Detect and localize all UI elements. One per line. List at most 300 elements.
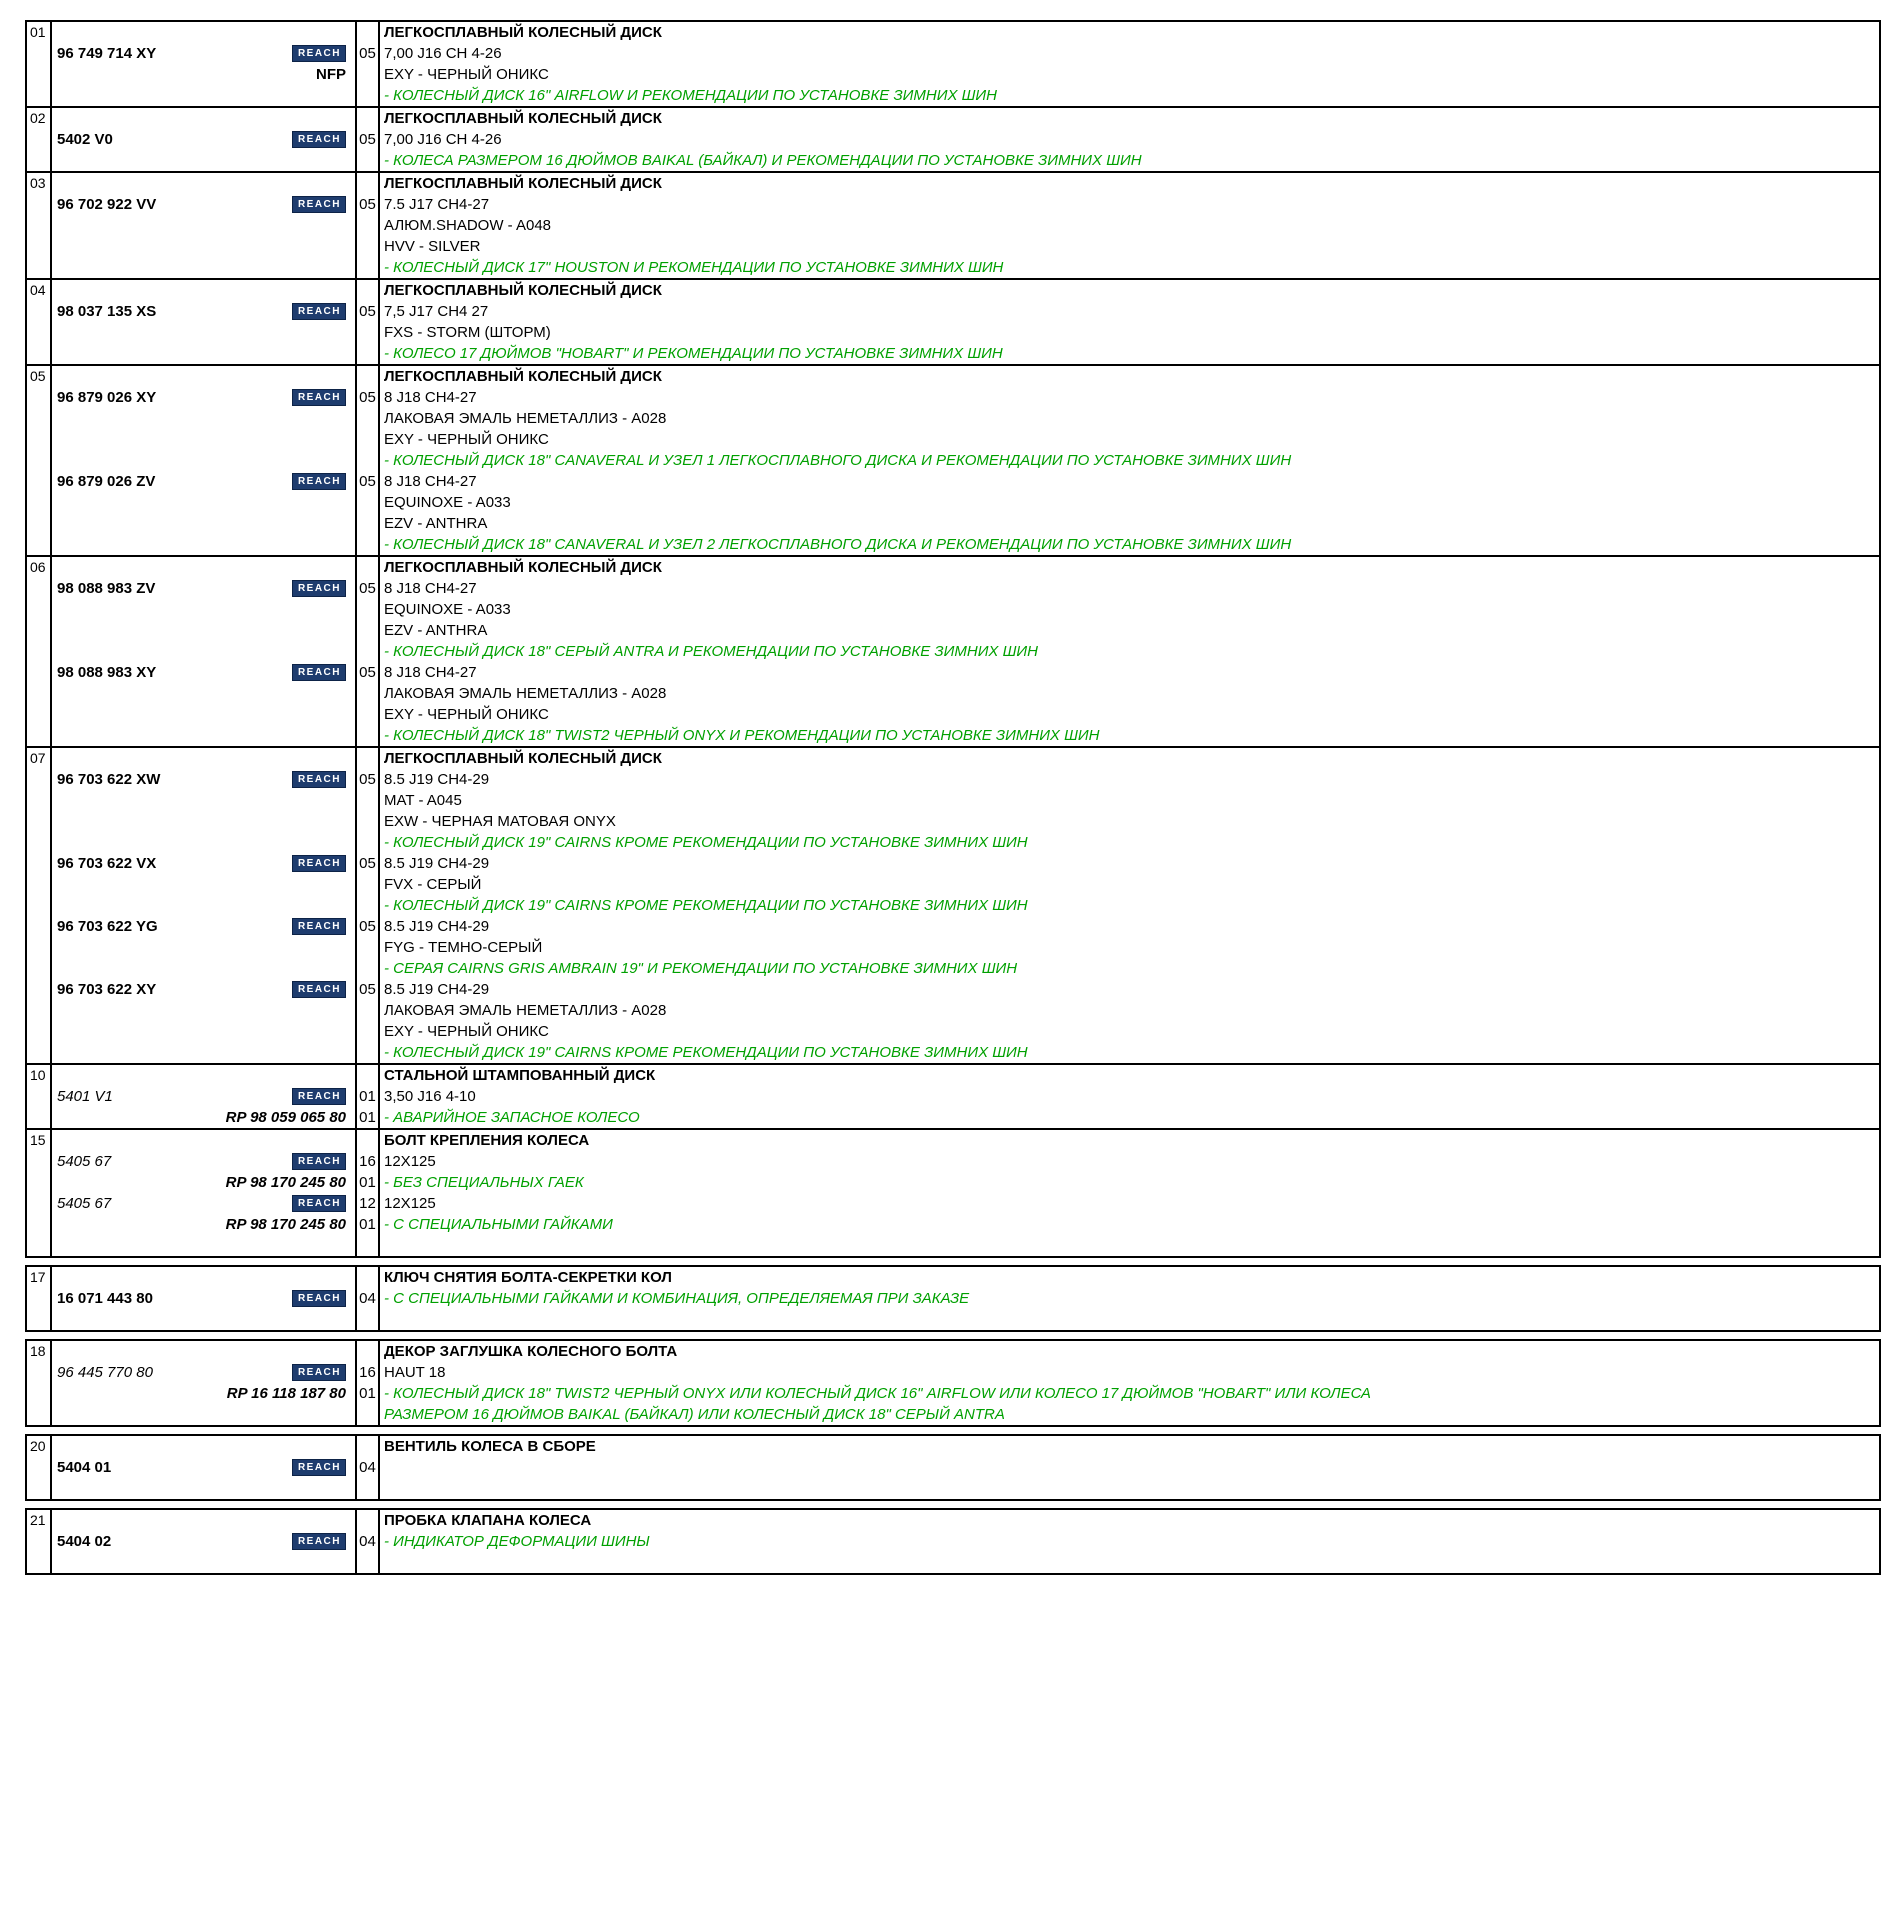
part-cell [50,513,357,534]
table-line [27,895,1879,916]
item-number: 20 [30,1438,46,1454]
quantity [357,1341,380,1362]
quantity [357,85,380,106]
table-line [27,1478,1879,1499]
parts-table-row [25,106,1881,173]
table-line [27,704,1879,725]
part-spec: EXY - ЧЕРНЫЙ ОНИКС [384,1023,549,1040]
reach-badge[interactable]: REACH [292,1088,346,1105]
table-line [27,557,1879,578]
part-spec: HAUT 18 [384,1364,446,1381]
parts-table-row [25,555,1881,748]
quantity [357,173,380,194]
table-line [27,1130,1879,1151]
table-line [27,471,1879,492]
part-note: - БЕЗ СПЕЦИАЛЬНЫХ ГАЕК [384,1174,584,1191]
part-cell [50,790,357,811]
item-number [27,534,50,555]
parts-table-row [25,1508,1881,1575]
reach-badge[interactable]: REACH [292,771,346,788]
part-number[interactable]: 5404 01 [57,1459,112,1476]
table-line [27,916,1879,937]
part-cell [50,895,357,916]
reach-badge[interactable]: REACH [292,1459,346,1476]
part-spec: 8.5 J19 CH4-29 [384,918,490,935]
item-number: 10 [30,1067,46,1083]
item-number [27,1235,50,1256]
part-number[interactable]: 96 703 622 VX [57,855,157,872]
part-cell [50,748,357,769]
quantity: 16 [357,1362,380,1383]
quantity [357,64,380,85]
table-line [27,1531,1879,1552]
part-cell [50,450,357,471]
reach-badge[interactable]: REACH [292,664,346,681]
part-cell [50,1172,357,1193]
quantity: 05 [357,662,380,683]
item-number: 04 [30,282,46,298]
table-line [27,301,1879,322]
part-cell [50,832,357,853]
part-description-title: ЛЕГКОСПЛАВНЫЙ КОЛЕСНЫЙ ДИСК [384,750,662,767]
part-cell [50,1383,357,1404]
part-cell [50,683,357,704]
part-cell [50,1510,357,1531]
table-line [27,173,1879,194]
replacement-part-number[interactable]: RP 98 170 245 80 [225,1216,346,1233]
part-note: - КОЛЕСНЫЙ ДИСК 19" CAIRNS КРОМЕ РЕКОМЕНДАЦИИ ПО УСТАНОВКЕ ЗИМНИХ ШИН [384,1044,1028,1061]
table-line [27,22,1879,43]
part-spec: EXW - ЧЕРНАЯ МАТОВАЯ ONYX [384,813,616,830]
reach-badge[interactable]: REACH [292,580,346,597]
part-cell [50,408,357,429]
item-number [27,1552,50,1573]
item-number [27,641,50,662]
part-number[interactable]: 96 445 770 80 [57,1364,153,1381]
quantity [357,1478,380,1499]
table-line [27,832,1879,853]
part-number[interactable]: 96 703 622 XW [57,771,161,788]
part-cell [50,979,357,1000]
quantity [357,22,380,43]
part-cell [50,492,357,513]
part-spec: 3,50 J16 4-10 [384,1088,476,1105]
item-number [27,790,50,811]
item-number [27,599,50,620]
part-cell [50,1214,357,1235]
reach-badge[interactable]: REACH [292,1153,346,1170]
part-number[interactable]: 5401 V1 [57,1088,113,1105]
part-cell [50,704,357,725]
table-line [27,194,1879,215]
quantity [357,704,380,725]
table-line [27,129,1879,150]
parts-table-row [25,1339,1881,1427]
quantity [357,513,380,534]
part-number[interactable]: 96 879 026 XY [57,389,157,406]
part-cell [50,1341,357,1362]
part-cell [50,1457,357,1478]
part-spec: 8 J18 CH4-27 [384,580,477,597]
table-line [27,641,1879,662]
part-note: - КОЛЕСНЫЙ ДИСК 17" HOUSTON И РЕКОМЕНДАЦИИ ПО УСТАНОВКЕ ЗИМНИХ ШИН [384,259,1004,276]
item-number [27,1531,50,1552]
reach-badge[interactable]: REACH [292,131,346,148]
table-line [27,85,1879,106]
table-line [27,1086,1879,1107]
part-cell [50,958,357,979]
part-number[interactable]: 5404 02 [57,1533,112,1550]
table-line [27,408,1879,429]
part-note: - КОЛЕСО 17 ДЮЙМОВ "HOBART" И РЕКОМЕНДАЦИИ ПО УСТАНОВКЕ ЗИМНИХ ШИН [384,345,1003,362]
reach-badge[interactable]: REACH [292,1364,346,1381]
reach-badge[interactable]: REACH [292,389,346,406]
quantity: 05 [357,578,380,599]
quantity [357,1404,380,1425]
quantity: 01 [357,1086,380,1107]
quantity: 05 [357,979,380,1000]
item-number [27,194,50,215]
reach-badge[interactable]: REACH [292,1533,346,1550]
item-number [27,769,50,790]
item-number [27,832,50,853]
table-line [27,1383,1879,1404]
quantity [357,832,380,853]
reach-badge[interactable]: REACH [292,1195,346,1212]
item-number [27,43,50,64]
item-number [27,1107,50,1128]
part-spec: MAT - A045 [384,792,462,809]
quantity: 16 [357,1151,380,1172]
part-cell [50,1362,357,1383]
part-cell [50,322,357,343]
part-number[interactable]: 96 879 026 ZV [57,473,156,490]
item-number [27,236,50,257]
part-spec: HVV - SILVER [384,238,481,255]
quantity [357,280,380,301]
quantity [357,1065,380,1086]
table-line [27,790,1879,811]
quantity [357,150,380,171]
quantity [357,450,380,471]
part-cell [50,1267,357,1288]
quantity: 05 [357,853,380,874]
table-line [27,1436,1879,1457]
quantity [357,725,380,746]
item-number [27,301,50,322]
part-cell [50,1193,357,1214]
part-spec: EXY - ЧЕРНЫЙ ОНИКС [384,431,549,448]
table-line [27,874,1879,895]
table-line [27,1552,1879,1573]
quantity [357,1042,380,1063]
part-number[interactable]: 98 037 135 XS [57,303,157,320]
table-line [27,1404,1879,1425]
reach-badge[interactable]: REACH [292,473,346,490]
item-number [27,322,50,343]
quantity [357,1309,380,1330]
part-cell [50,1552,357,1573]
part-spec: FVX - СЕРЫЙ [384,876,482,893]
part-number[interactable]: 5402 V0 [57,131,113,148]
part-spec: EXY - ЧЕРНЫЙ ОНИКС [384,66,549,83]
part-cell [50,937,357,958]
part-note: - КОЛЕСНЫЙ ДИСК 18" СЕРЫЙ ANTRA И РЕКОМЕНДАЦИИ ПО УСТАНОВКЕ ЗИМНИХ ШИН [384,643,1038,660]
quantity: 04 [357,1457,380,1478]
part-spec: 12X125 [384,1195,436,1212]
quantity [357,895,380,916]
item-number [27,1214,50,1235]
table-line [27,1510,1879,1531]
quantity [357,1021,380,1042]
replacement-part-number[interactable]: RP 98 170 245 80 [225,1174,346,1191]
part-cell [50,1235,357,1256]
part-spec: ЛАКОВАЯ ЭМАЛЬ НЕМЕТАЛЛИЗ - A028 [384,1002,667,1019]
replacement-part-number[interactable]: RP 98 059 065 80 [225,1109,346,1126]
part-cell [50,1000,357,1021]
part-description-title: ЛЕГКОСПЛАВНЫЙ КОЛЕСНЫЙ ДИСК [384,175,662,192]
part-note: - КОЛЕСНЫЙ ДИСК 19" CAIRNS КРОМЕ РЕКОМЕНДАЦИИ ПО УСТАНОВКЕ ЗИМНИХ ШИН [384,834,1028,851]
reach-badge[interactable]: REACH [292,855,346,872]
part-description-title: ЛЕГКОСПЛАВНЫЙ КОЛЕСНЫЙ ДИСК [384,24,662,41]
table-line [27,1309,1879,1330]
table-line [27,108,1879,129]
reach-badge[interactable]: REACH [292,45,346,62]
reach-badge[interactable]: REACH [292,981,346,998]
part-cell [50,1309,357,1330]
part-number[interactable]: 98 088 983 XY [57,664,157,681]
part-cell [50,1130,357,1151]
part-note: - С СПЕЦИАЛЬНЫМИ ГАЙКАМИ И КОМБИНАЦИЯ, ОПРЕДЕЛЯЕМАЯ ПРИ ЗАКАЗЕ [384,1290,970,1307]
table-line [27,1042,1879,1063]
part-note: - АВАРИЙНОЕ ЗАПАСНОЕ КОЛЕСО [384,1109,640,1126]
part-spec: 7,5 J17 CH4 27 [384,303,489,320]
table-line [27,725,1879,746]
quantity [357,1000,380,1021]
part-cell [50,64,357,85]
part-cell [50,343,357,364]
part-cell [50,236,357,257]
item-number [27,853,50,874]
quantity [357,492,380,513]
quantity [357,408,380,429]
part-spec: 7,00 J16 CH 4-26 [384,45,502,62]
part-cell [50,1021,357,1042]
item-number: 03 [30,175,46,191]
parts-table-row [25,746,1881,1065]
item-number [27,811,50,832]
quantity [357,641,380,662]
item-number [27,1151,50,1172]
part-spec: EZV - ANTHRA [384,622,488,639]
part-cell [50,641,357,662]
table-line [27,769,1879,790]
part-spec: EQUINOXE - A033 [384,601,511,618]
quantity: 05 [357,301,380,322]
item-number [27,492,50,513]
quantity [357,748,380,769]
part-number[interactable]: 96 749 714 XY [57,45,157,62]
table-line [27,257,1879,278]
item-number [27,387,50,408]
reach-badge[interactable]: REACH [292,196,346,213]
reach-badge[interactable]: REACH [292,1290,346,1307]
item-number [27,937,50,958]
part-spec: 12X125 [384,1153,436,1170]
item-number [27,64,50,85]
part-cell [50,1478,357,1499]
part-spec [380,1478,1879,1499]
item-number [27,662,50,683]
quantity [357,790,380,811]
part-number[interactable]: 96 703 622 XY [57,981,157,998]
part-cell [50,22,357,43]
part-note: - СЕРАЯ CAIRNS GRIS AMBRAIN 19" И РЕКОМЕНДАЦИИ ПО УСТАНОВКЕ ЗИМНИХ ШИН [384,960,1018,977]
table-line [27,387,1879,408]
quantity: 12 [357,1193,380,1214]
parts-table-row [25,171,1881,280]
part-number[interactable]: 5405 67 [57,1153,112,1170]
part-spec: 8.5 J19 CH4-29 [384,981,490,998]
item-number [27,1457,50,1478]
part-cell [50,1151,357,1172]
quantity [357,1267,380,1288]
part-cell [50,43,357,64]
quantity [357,599,380,620]
part-spec: 8 J18 CH4-27 [384,473,477,490]
part-note: - КОЛЕСНЫЙ ДИСК 19" CAIRNS КРОМЕ РЕКОМЕНДАЦИИ ПО УСТАНОВКЕ ЗИМНИХ ШИН [384,897,1028,914]
table-line [27,1267,1879,1288]
part-spec: EZV - ANTHRA [384,515,488,532]
part-description-title: КЛЮЧ СНЯТИЯ БОЛТА-СЕКРЕТКИ КОЛ [384,1269,672,1286]
item-number [27,408,50,429]
table-line [27,748,1879,769]
part-number[interactable]: 96 702 922 VV [57,196,157,213]
quantity [357,1436,380,1457]
quantity: 05 [357,194,380,215]
part-cell [50,280,357,301]
part-cell [50,874,357,895]
part-number[interactable]: 5405 67 [57,1195,112,1212]
item-number [27,150,50,171]
table-line [27,1457,1879,1478]
part-note: - С СПЕЦИАЛЬНЫМИ ГАЙКАМИ [384,1216,613,1233]
table-line [27,1288,1879,1309]
reach-badge[interactable]: REACH [292,303,346,320]
table-line [27,937,1879,958]
item-number [27,1383,50,1404]
part-cell [50,853,357,874]
part-note: - КОЛЕСНЫЙ ДИСК 18" TWIST2 ЧЕРНЫЙ ONYX И РЕКОМЕНДАЦИИ ПО УСТАНОВКЕ ЗИМНИХ ШИН [384,727,1100,744]
quantity [357,108,380,129]
table-line [27,280,1879,301]
item-number: 05 [30,368,46,384]
part-spec: FXS - STORM (ШТОРМ) [384,324,551,341]
part-cell [50,534,357,555]
part-cell [50,578,357,599]
table-line [27,1341,1879,1362]
item-number [27,471,50,492]
item-number: 17 [30,1269,46,1285]
quantity [357,937,380,958]
part-description-title: ВЕНТИЛЬ КОЛЕСА В СБОРЕ [384,1438,596,1455]
part-cell [50,108,357,129]
table-line [27,236,1879,257]
part-cell [50,129,357,150]
part-spec [380,1235,1879,1256]
part-cell [50,811,357,832]
quantity: 05 [357,129,380,150]
item-number [27,450,50,471]
part-cell [50,429,357,450]
item-number [27,725,50,746]
table-line [27,43,1879,64]
quantity [357,620,380,641]
part-number[interactable]: 98 088 983 ZV [57,580,156,597]
quantity [357,1130,380,1151]
part-cell [50,173,357,194]
table-line [27,513,1879,534]
table-line [27,534,1879,555]
quantity: 01 [357,1214,380,1235]
part-description-title: ПРОБКА КЛАПАНА КОЛЕСА [384,1512,592,1529]
part-note: - КОЛЕСНЫЙ ДИСК 16" AIRFLOW И РЕКОМЕНДАЦИИ ПО УСТАНОВКЕ ЗИМНИХ ШИН [384,87,997,104]
item-number [27,683,50,704]
table-line [27,343,1879,364]
table-line [27,578,1879,599]
quantity [357,429,380,450]
item-number [27,916,50,937]
quantity: 04 [357,1288,380,1309]
item-number [27,1362,50,1383]
part-cell [50,194,357,215]
quantity [357,534,380,555]
part-note: - КОЛЕСНЫЙ ДИСК 18" CANAVERAL И УЗЕЛ 1 ЛЕГКОСПЛАВНОГО ДИСКА И РЕКОМЕНДАЦИИ ПО УСТАНОВКЕ ЗИМНИХ ШИН [384,452,1292,469]
replacement-part-number[interactable]: RP 16 118 187 80 [226,1385,346,1402]
table-line [27,1362,1879,1383]
quantity: 04 [357,1531,380,1552]
table-line [27,958,1879,979]
quantity [357,236,380,257]
table-line [27,853,1879,874]
item-number [27,1404,50,1425]
item-number [27,620,50,641]
part-spec [380,1552,1879,1573]
reach-badge[interactable]: REACH [292,918,346,935]
part-cell [50,725,357,746]
item-number [27,895,50,916]
item-number [27,979,50,1000]
table-line [27,1021,1879,1042]
part-description-title: ЛЕГКОСПЛАВНЫЙ КОЛЕСНЫЙ ДИСК [384,559,662,576]
part-spec [380,1457,1879,1478]
quantity: 05 [357,916,380,937]
item-number [27,513,50,534]
table-line [27,979,1879,1000]
table-line [27,1193,1879,1214]
part-cell [50,301,357,322]
parts-table-row [25,1265,1881,1332]
part-number[interactable]: 96 703 622 YG [57,918,158,935]
part-number[interactable]: 16 071 443 80 [57,1290,153,1307]
part-cell [50,150,357,171]
item-number [27,1478,50,1499]
part-description-title: ДЕКОР ЗАГЛУШКА КОЛЕСНОГО БОЛТА [384,1343,678,1360]
part-spec: ЛАКОВАЯ ЭМАЛЬ НЕМЕТАЛЛИЗ - A028 [384,410,667,427]
item-number [27,343,50,364]
quantity [357,343,380,364]
part-description-title: БОЛТ КРЕПЛЕНИЯ КОЛЕСА [384,1132,590,1149]
